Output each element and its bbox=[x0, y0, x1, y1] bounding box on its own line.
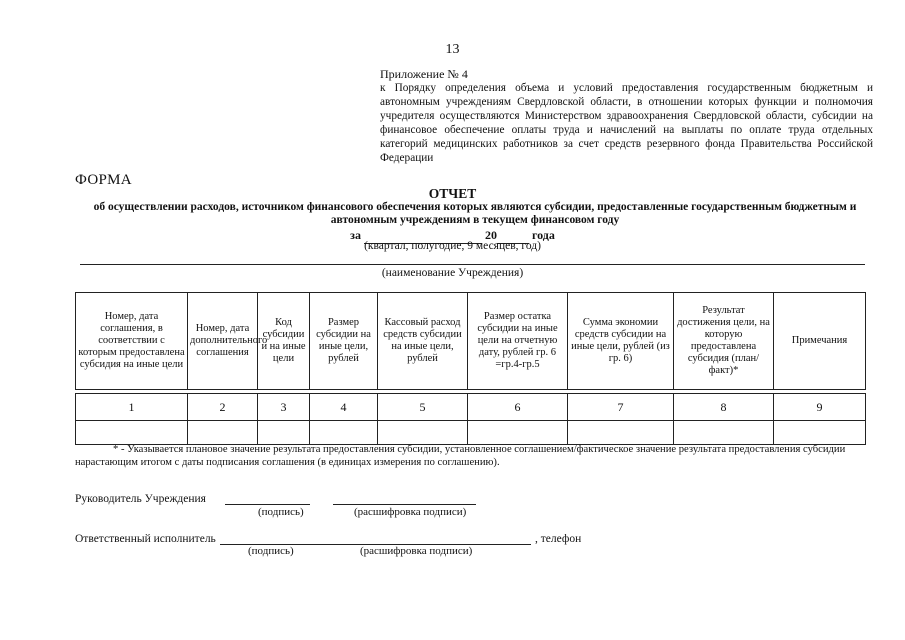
appendix-title: Приложение № 4 bbox=[380, 67, 468, 81]
institution-note: (наименование Учреждения) bbox=[381, 267, 524, 279]
table-cell[interactable] bbox=[378, 421, 468, 445]
table-column-number-row bbox=[76, 394, 866, 421]
period-prefix: за bbox=[350, 228, 361, 242]
column-number: 7 bbox=[568, 394, 674, 421]
column-number: 6 bbox=[468, 394, 568, 421]
period-note: (квартал, полугодие, 9 месяцев, год) bbox=[364, 240, 541, 252]
executor-name-caption: (расшифровка подписи) bbox=[360, 545, 473, 557]
institution-name-field[interactable] bbox=[80, 264, 865, 265]
table-cell[interactable] bbox=[258, 421, 310, 445]
executor-label: Ответственный исполнитель bbox=[75, 533, 216, 545]
head-signature-field[interactable] bbox=[225, 504, 310, 505]
table-data-row bbox=[76, 421, 866, 445]
executor-signature-caption: (подпись) bbox=[248, 545, 294, 557]
column-number: 5 bbox=[378, 394, 468, 421]
table-cell[interactable] bbox=[310, 421, 378, 445]
head-signature-caption: (подпись) bbox=[258, 506, 304, 518]
header-cell: Размер субсидии на иные цели, рублей bbox=[310, 293, 378, 390]
header-cell: Размер остатка субсидии на иные цели на отчетную дату, рублей гр. 6 =гр.4-гр.5 bbox=[468, 293, 568, 390]
header-cell: Номер, дата дополнительного соглашения bbox=[188, 293, 258, 390]
header-cell: Результат достижения цели, на которую предоставлена субсидия (план/факт)* bbox=[674, 293, 774, 390]
column-number: 1 bbox=[76, 394, 188, 421]
head-name-caption: (расшифровка подписи) bbox=[354, 506, 467, 518]
table-cell[interactable] bbox=[76, 421, 188, 445]
column-number: 2 bbox=[188, 394, 258, 421]
form-label: ФОРМА bbox=[75, 172, 132, 188]
header-cell: Кассовый расход средств субсидии на иные цели, рублей bbox=[378, 293, 468, 390]
report-table bbox=[75, 292, 866, 445]
table-cell[interactable] bbox=[674, 421, 774, 445]
report-title: ОТЧЕТ bbox=[428, 186, 477, 201]
table-cell[interactable] bbox=[188, 421, 258, 445]
table-cell[interactable] bbox=[774, 421, 866, 445]
footnote: * - Указывается плановое значение результата предоставления субсидии, установленное соглашением/фактическое значение результата предоставления субсидии нарастающим итогом с даты подписания соглашения (в единицах измерения по соглашению). bbox=[75, 444, 846, 468]
header-cell: Примечания bbox=[774, 293, 866, 390]
header-cell: Номер, дата соглашения, в соответствии с которым предоставлена субсидия на иные цели bbox=[76, 293, 188, 390]
column-number: 4 bbox=[310, 394, 378, 421]
table-cell[interactable] bbox=[568, 421, 674, 445]
header-cell: Код субсидии и на иные цели bbox=[258, 293, 310, 390]
page-number: 13 bbox=[445, 42, 460, 57]
column-number: 8 bbox=[674, 394, 774, 421]
column-number: 3 bbox=[258, 394, 310, 421]
head-label: Руководитель Учреждения bbox=[75, 493, 206, 505]
period-suffix: года bbox=[531, 228, 555, 242]
table-cell[interactable] bbox=[468, 421, 568, 445]
table-header-row bbox=[76, 293, 866, 390]
head-name-field[interactable] bbox=[333, 504, 476, 505]
header-cell: Сумма экономии средств субсидии на иные цели, рублей (из гр. 6) bbox=[568, 293, 674, 390]
column-number: 9 bbox=[774, 394, 866, 421]
appendix-text: к Порядку определения объема и условий предоставления государственным бюджетным и автономным учреждениям Свердловской области, в отношении которых функции и полномочия учредителя осуществляются Министерством здравоохранения Свердловской области, субсидии на финансовое обеспечение оплаты труда и начислений на выплаты по оплате труда отдельных категорий медицинских работников за счет средств резервного фонда Правительства Российской Федерации bbox=[380, 82, 873, 164]
report-subtitle: об осуществлении расходов, источником финансового обеспечения которых являются субсидии, предоставленные государственным бюджетным и автономным учреждениям в текущем финансовом году bbox=[93, 201, 857, 226]
executor-phone-label: , телефон bbox=[535, 533, 582, 545]
period-year-prefix: 20 bbox=[484, 228, 497, 242]
